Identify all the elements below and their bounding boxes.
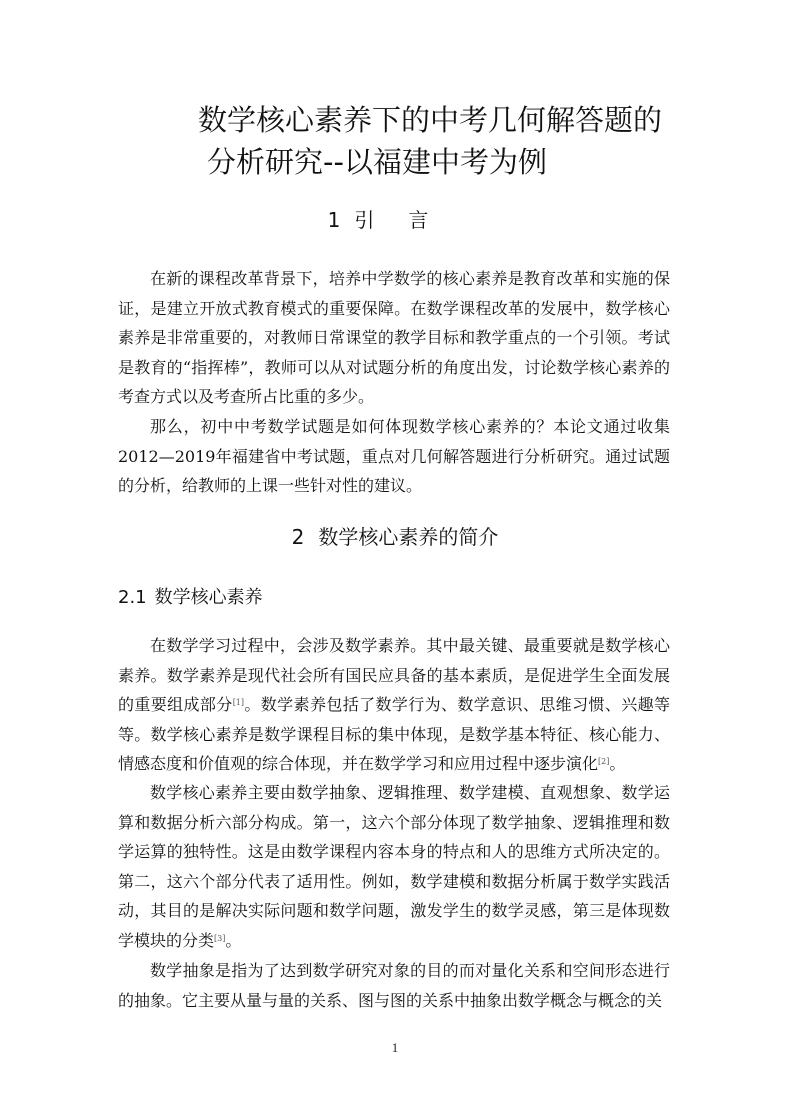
page-number: 1	[391, 1040, 399, 1055]
citation-ref-2: [2]	[598, 757, 610, 766]
paper-title-line-1: 数学核心素养下的中考几何解答题的	[197, 103, 662, 137]
section-2-number: 2	[291, 525, 305, 549]
subsection-2-1-number: 2.1	[118, 587, 147, 608]
section-1-heading	[0, 205, 790, 235]
section-2-1-paragraph-2	[118, 778, 670, 955]
paragraph-text: 。	[225, 930, 242, 950]
section-1-paragraph-2: 那么，初中中考数学试题是如何体现数学核心素养的？本论文通过收集2012—2019年福建省中考试题，重点对几何解答题进行分析研究。通过试题的分析，给教师的上课一些针对性的建议。	[118, 417, 670, 495]
citation-ref-1: [1]	[232, 698, 245, 707]
paper-title-line-2: 分析研究--以福建中考为例	[207, 145, 547, 179]
paragraph-text: 。	[609, 754, 626, 773]
section-2-1-paragraph-1	[118, 631, 670, 779]
paragraph-text: 在数学学习过程中，会涉及数学素养。其中最关键、最重要就是数学核心素养。数学素养是现代社会所有国民应具备的基本素质，是促进学生全面发展的重要组成部分	[118, 636, 670, 714]
paragraph-text: 。数学素养包括了数学行为、数学意识、思维习惯、兴趣等等。数学核心素养是数学课程目标的集中体现，是数学基本特征、核心能力、情感态度和价值观的综合体现，并在数学学习和应用过程中逐步演化	[118, 695, 670, 773]
section-1-number: 1	[327, 208, 341, 232]
section-2-heading	[0, 522, 790, 552]
section-2-1-paragraph-3: 数学抽象是指为了达到数学研究对象的目的而对量化关系和空间形态进行的抽象。它主要从量与量的关系、图与图的关系中抽象出数学概念与概念的关	[118, 961, 670, 1010]
section-1-paragraph-1: 在新的课程改革背景下，培养中学数学的核心素养是教育改革和实施的保证，是建立开放式教育模式的重要保障。在数学课程改革的发展中，数学核心素养是非常重要的，对教师日常课堂的教学目标和教学重点的一个引领。考试是教育的“指挥棒”，教师可以从对试题分析的角度出发，讨论数学核心素养的考查方式以及考查所占比重的多少。	[118, 269, 670, 406]
subsection-2-1-title: 数学核心素养	[154, 587, 263, 608]
citation-ref-3: [3]	[214, 933, 226, 943]
paragraph-text: 数学核心素养主要由数学抽象、逻辑推理、数学建模、直观想象、数学运算和数据分析六部分构成。第一，这六个部分体现了数学抽象、逻辑推理和数学运算的独特性。这是由数学课程内容本身的特点和人的思维方式所决定的。第二，这六个部分代表了适用性。例如，数学建模和数据分析属于数学实践活动，其目的是解决实际问题和数学问题，激发学生的数学灵感，第三是体现数学模块的分类	[118, 783, 670, 950]
section-1-title: 引言	[354, 208, 463, 232]
section-2-title: 数学核心素养的简介	[318, 525, 499, 549]
subsection-2-1-heading	[118, 584, 263, 612]
